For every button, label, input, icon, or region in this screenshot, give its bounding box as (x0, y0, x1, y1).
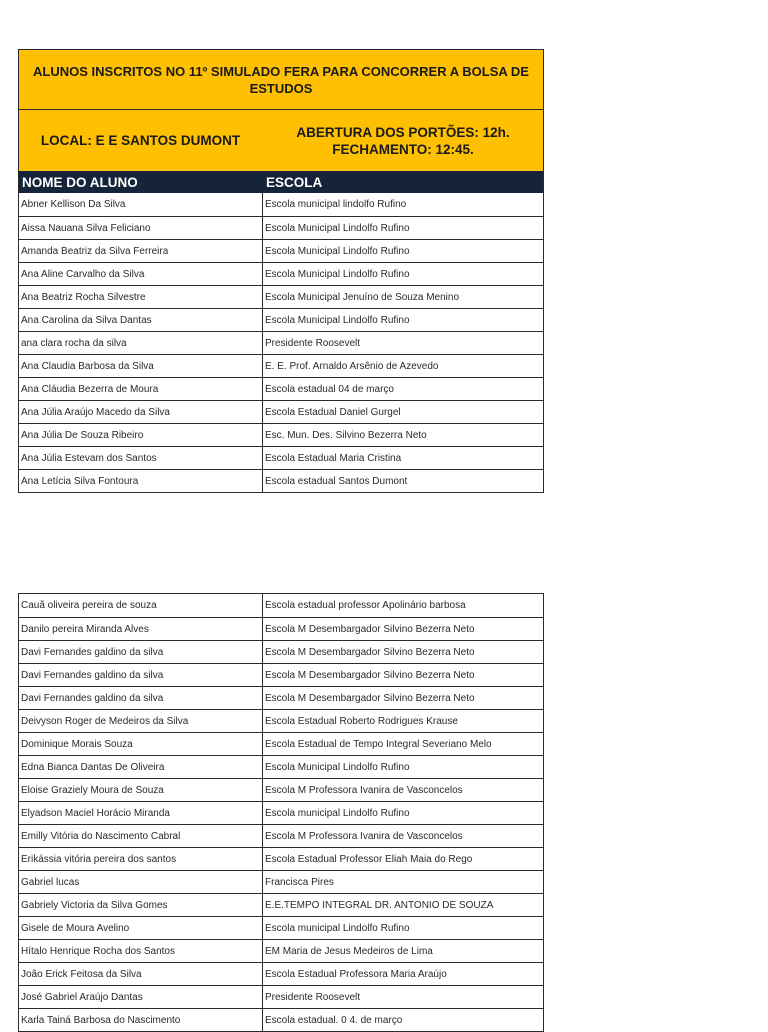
school-cell: Escola estadual Santos Dumont (265, 475, 408, 487)
column-header-name: NOME DO ALUNO (22, 174, 138, 190)
table-row (19, 216, 543, 239)
school-cell: Escola M Desembargador Silvino Bezerra Neto (265, 692, 475, 704)
school-cell: Escola M Professora Ivanira de Vasconcelos (265, 784, 463, 796)
school-cell: Escola municipal Lindolfo Rufino (265, 922, 410, 934)
table-row (19, 308, 543, 331)
student-name-cell: Ana Cláudia Bezerra de Moura (19, 378, 263, 400)
table-row (19, 423, 543, 446)
student-name-cell: Cauã oliveira pereira de souza (19, 594, 263, 617)
student-name-cell: Ana Júlia Araújo Macedo da Silva (19, 401, 263, 423)
table-row (19, 939, 543, 962)
school-cell: Escola Estadual Roberto Rodrigues Krause (265, 715, 458, 727)
table-row (19, 916, 543, 939)
student-name-cell: Ana Júlia Estevam dos Santos (19, 447, 263, 469)
student-name-cell: José Gabriel Araújo Dantas (19, 986, 263, 1008)
school-cell: Escola Municipal Lindolfo Rufino (265, 314, 410, 326)
student-name-cell: Gisele de Moura Avelino (19, 917, 263, 939)
student-name-cell: Edna Bianca Dantas De Oliveira (19, 756, 263, 778)
table-row (19, 801, 543, 824)
school-cell: Escola Municipal Lindolfo Rufino (265, 268, 410, 280)
table-row (19, 962, 543, 985)
school-cell: Escola Estadual Professora Maria Araújo (265, 968, 447, 980)
student-table-bottom (18, 593, 544, 1032)
school-cell: Presidente Roosevelt (265, 991, 361, 1003)
info-row (19, 110, 543, 171)
school-cell: Escola estadual. 0 4. de março (265, 1014, 403, 1026)
table-row (19, 1008, 543, 1031)
student-name-cell: Gabriely Victoria da Silva Gomes (19, 894, 263, 916)
student-name-cell: Gabriel lucas (19, 871, 263, 893)
school-cell: E.E.TEMPO INTEGRAL DR. ANTONIO DE SOUZA (265, 899, 494, 911)
school-cell: Escola estadual 04 de março (265, 383, 394, 395)
school-cell: Escola Estadual de Tempo Integral Severiano Melo (265, 738, 492, 750)
table-row (19, 469, 543, 492)
student-name-cell: Dominique Morais Souza (19, 733, 263, 755)
table-row (19, 893, 543, 916)
school-cell: Francisca Pires (265, 876, 334, 888)
table-row (19, 262, 543, 285)
table-row (19, 824, 543, 847)
table-row (19, 285, 543, 308)
student-name-cell: Aissa Nauana Silva Feliciano (19, 217, 263, 239)
table-row (19, 663, 543, 686)
student-name-cell: Ana Júlia De Souza Ribeiro (19, 424, 263, 446)
school-cell: E. E. Prof. Arnaldo Arsênio de Azevedo (265, 360, 439, 372)
table-row (19, 755, 543, 778)
school-cell: Escola Municipal Lindolfo Rufino (265, 222, 410, 234)
document-title: ALUNOS INSCRITOS NO 11º SIMULADO FERA PARA CONCORRER A BOLSA DE ESTUDOS (19, 50, 543, 110)
table-row (19, 594, 543, 617)
student-name-cell: ana clara rocha da silva (19, 332, 263, 354)
student-name-cell: Hítalo Henrique Rocha dos Santos (19, 940, 263, 962)
location-label: LOCAL: E E SANTOS DUMONT (19, 110, 263, 171)
student-name-cell: Karla Tainá Barbosa do Nascimento (19, 1009, 263, 1031)
student-name-cell: Danilo pereira Miranda Alves (19, 618, 263, 640)
student-name-cell: Ana Carolina da Silva Dantas (19, 309, 263, 331)
school-cell: Escola Estadual Professor Eliah Maia do Rego (265, 853, 473, 865)
table-row (19, 686, 543, 709)
student-name-cell: Davi Fernandes galdino da silva (19, 687, 263, 709)
school-cell: Escola municipal Lindolfo Rufino (265, 807, 410, 819)
school-cell: Escola Municipal Lindolfo Rufino (265, 245, 410, 257)
student-name-cell: Eloise Graziely Moura de Souza (19, 779, 263, 801)
student-name-cell: Ana Claudia Barbosa da Silva (19, 355, 263, 377)
student-name-cell: Erikássia vitória pereira dos santos (19, 848, 263, 870)
table-row (19, 778, 543, 801)
table-row (19, 617, 543, 640)
school-cell: Escola M Desembargador Silvino Bezerra Neto (265, 646, 475, 658)
table-row (19, 985, 543, 1008)
school-cell: Esc. Mun. Des. Silvino Bezerra Neto (265, 429, 427, 441)
table-row (19, 709, 543, 732)
school-cell: Escola M Professora Ivanira de Vasconcelos (265, 830, 463, 842)
school-cell: Escola Estadual Daniel Gurgel (265, 406, 401, 418)
student-name-cell: Ana Beatriz Rocha Silvestre (19, 286, 263, 308)
school-cell: Escola M Desembargador Silvino Bezerra Neto (265, 623, 475, 635)
column-header-school: ESCOLA (266, 174, 323, 190)
school-cell: Escola estadual professor Apolinário barbosa (265, 600, 466, 611)
school-cell: Escola Municipal Lindolfo Rufino (265, 761, 410, 773)
table-row (19, 640, 543, 663)
table-row (19, 870, 543, 893)
student-name-cell: Deivyson Roger de Medeiros da Silva (19, 710, 263, 732)
student-name-cell: Elyadson Maciel Horácio Miranda (19, 802, 263, 824)
table-row (19, 400, 543, 423)
student-name-cell: João Erick Feitosa da Silva (19, 963, 263, 985)
table-row (19, 847, 543, 870)
school-cell: Escola municipal lindolfo Rufino (265, 199, 407, 210)
student-name-cell: Abner Kellison Da Silva (19, 193, 263, 216)
table-row (19, 732, 543, 755)
gate-times (263, 110, 543, 171)
table-row (19, 193, 543, 216)
school-cell: Escola M Desembargador Silvino Bezerra Neto (265, 669, 475, 681)
student-name-cell: Emilly Vitória do Nascimento Cabral (19, 825, 263, 847)
table-row (19, 446, 543, 469)
table-body-top (19, 193, 543, 492)
table-row (19, 331, 543, 354)
column-header-row (19, 171, 543, 193)
student-name-cell: Ana Aline Carvalho da Silva (19, 263, 263, 285)
student-name-cell: Ana Letícia Silva Fontoura (19, 470, 263, 492)
school-cell: Escola Estadual Maria Cristina (265, 452, 402, 464)
gate-opening: ABERTURA DOS PORTÕES: 12h. (296, 124, 510, 140)
school-cell: Escola Municipal Jenuíno de Souza Menino (265, 291, 460, 303)
student-table-top (18, 49, 544, 493)
student-name-cell: Davi Fernandes galdino da silva (19, 664, 263, 686)
table-body-bottom (19, 594, 543, 1031)
table-row (19, 354, 543, 377)
school-cell: Presidente Roosevelt (265, 337, 361, 349)
student-name-cell: Amanda Beatriz da Silva Ferreira (19, 240, 263, 262)
school-cell: EM Maria de Jesus Medeiros de Lima (265, 945, 433, 957)
student-name-cell: Davi Fernandes galdino da silva (19, 641, 263, 663)
table-row (19, 377, 543, 400)
table-row (19, 239, 543, 262)
gate-closing: FECHAMENTO: 12:45. (332, 141, 474, 157)
